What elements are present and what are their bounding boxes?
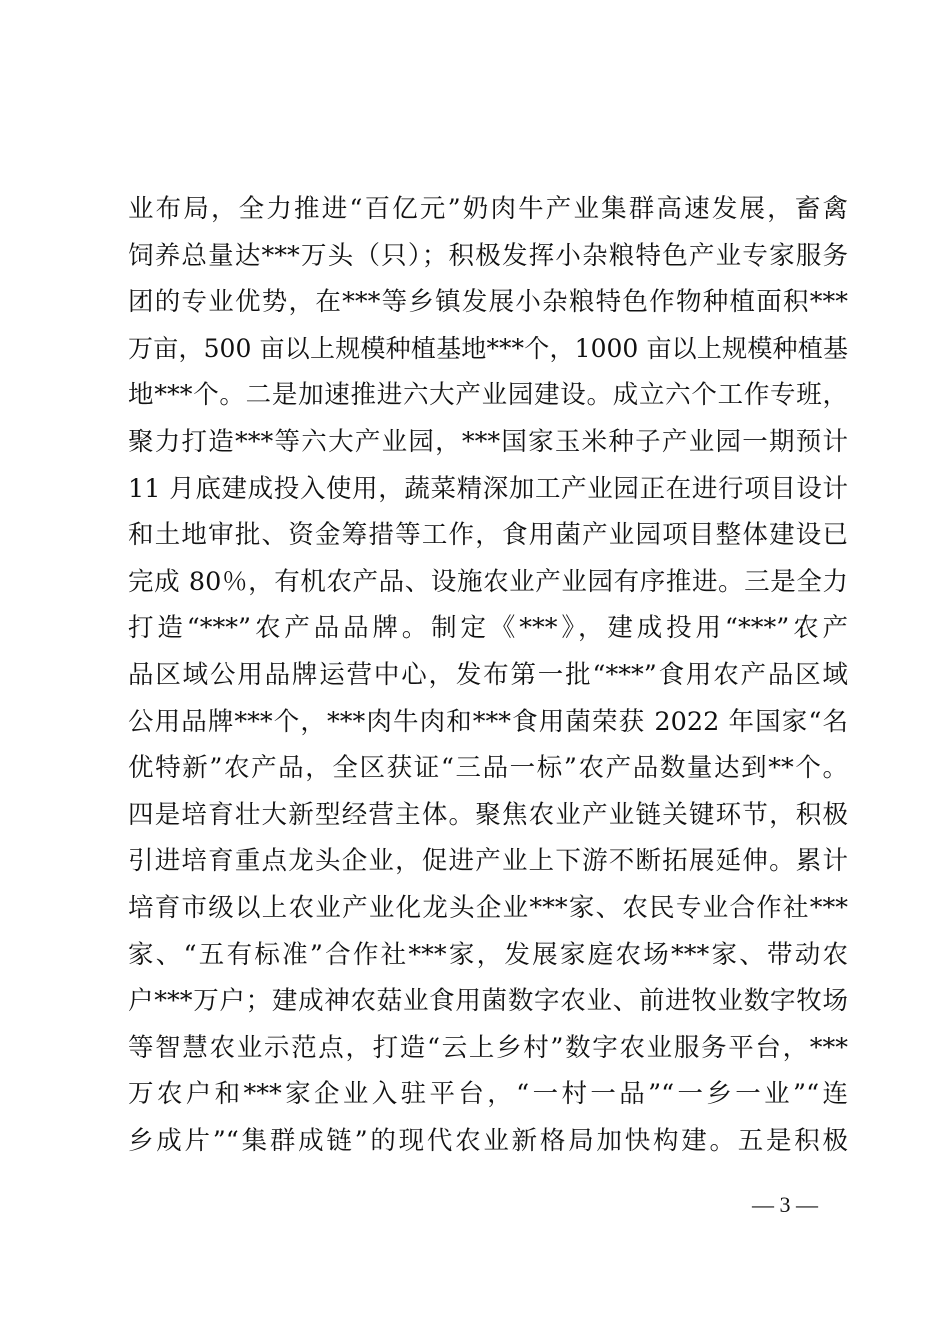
text-line: 等智慧农业示范点，打造“云上乡村”数字农业服务平台，*** [128, 1032, 848, 1063]
text-line: 饲养总量达***万头（只）；积极发挥小杂粮特色产业专家服务 [128, 240, 848, 271]
text-line: 户***万户；建成神农菇业食用菌数字农业、前进牧业数字牧场 [128, 986, 848, 1017]
text-line: 乡成片”“集群成链”的现代农业新格局加快构建。五是积极 [128, 1125, 848, 1156]
text-line: 万亩，500 亩以上规模种植基地***个，1000 亩以上规模种植基 [128, 333, 848, 363]
body-paragraph [128, 186, 848, 1164]
text-line: 公用品牌***个，***肉牛肉和***食用菌荣获 2022 年国家“名 [128, 706, 848, 737]
text-line: 四是培育壮大新型经营主体。聚焦农业产业链关键环节，积极 [128, 799, 848, 830]
text-line: 品区域公用品牌运营中心，发布第一批“***”食用农产品区域 [128, 659, 848, 690]
page-number: — 3 — [752, 1192, 818, 1217]
text-line: 优特新”农产品，全区获证“三品一标”农产品数量达到**个。 [128, 753, 848, 784]
text-line: 地***个。二是加速推进六大产业园建设。成立六个工作专班， [128, 380, 848, 411]
text-line: 聚力打造***等六大产业园，***国家玉米种子产业园一期预计 [128, 426, 848, 457]
text-line: 团的专业优势，在***等乡镇发展小杂粮特色作物种植面积*** [128, 287, 848, 318]
text-line: 家、“五有标准”合作社***家，发展家庭农场***家、带动农 [128, 939, 848, 970]
text-line: 业布局，全力推进“百亿元”奶肉牛产业集群高速发展，畜禽 [128, 194, 848, 224]
text-line: 11 月底建成投入使用，蔬菜精深加工产业园正在进行项目设计 [128, 473, 848, 504]
text-line: 完成 80％，有机农产品、设施农业产业园有序推进。三是全力 [128, 566, 848, 597]
text-line: 培育市级以上农业产业化龙头企业***家、农民专业合作社*** [128, 892, 848, 923]
text-line: 引进培育重点龙头企业，促进产业上下游不断拓展延伸。累计 [128, 846, 848, 877]
text-line: 打造“***”农产品品牌。制定《***》，建成投用“***”农产 [128, 613, 848, 644]
text-line: 万农户和***家企业入驻平台，“一村一品”“一乡一业”“连 [128, 1079, 848, 1110]
text-line: 和土地审批、资金筹措等工作，食用菌产业园项目整体建设已 [128, 520, 848, 551]
